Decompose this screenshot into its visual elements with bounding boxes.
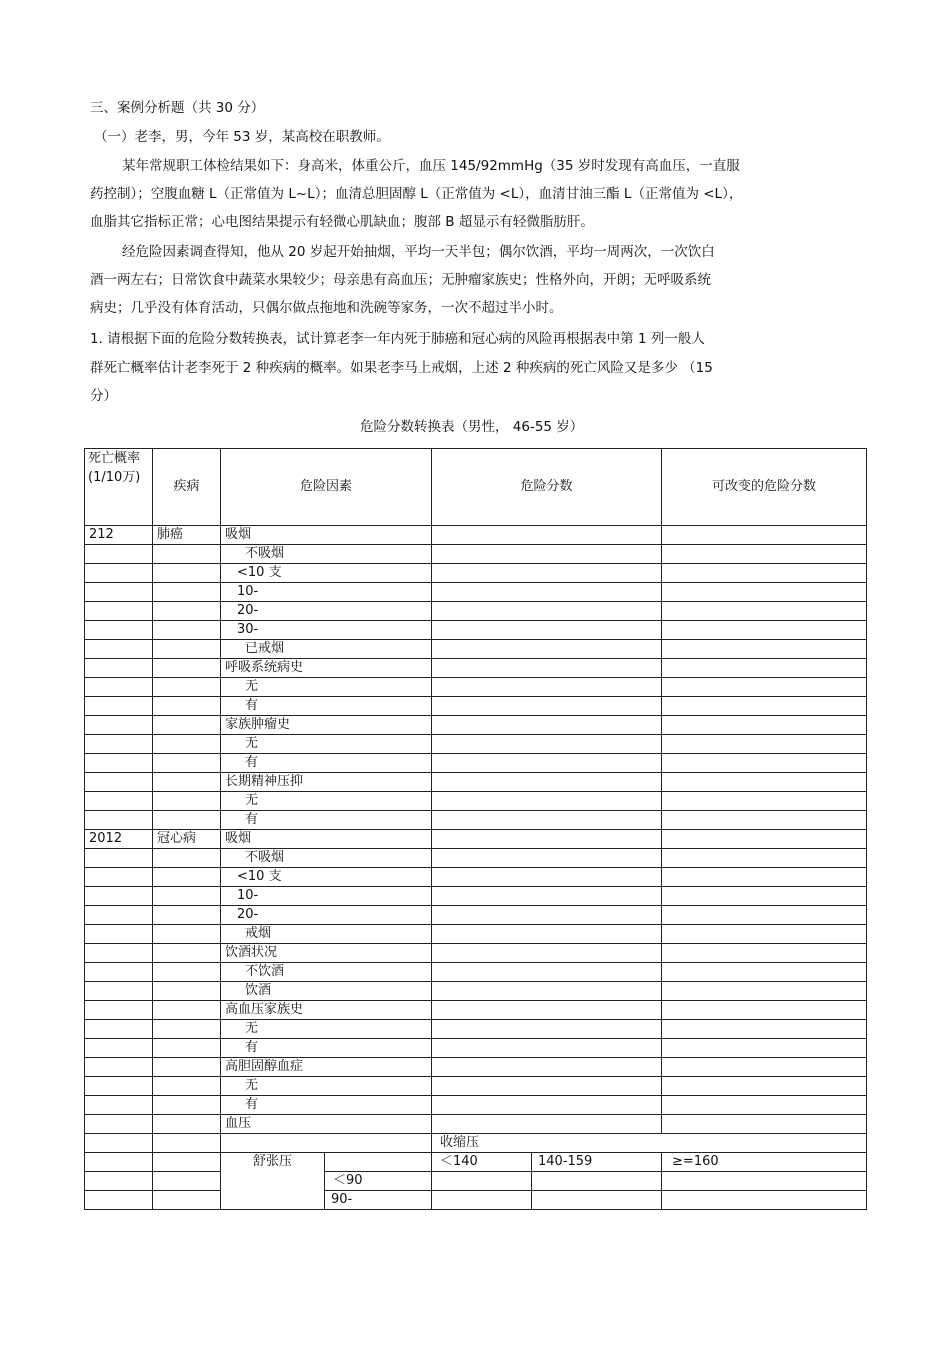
factor-cell: 有 — [221, 1096, 432, 1115]
factor-cell: 30- — [221, 621, 432, 640]
bp-row — [85, 1172, 867, 1191]
factor-cell: <10 支 — [221, 564, 432, 583]
factor-cell: 无 — [221, 1020, 432, 1039]
table-row — [85, 792, 867, 811]
factor-cell: 10- — [221, 887, 432, 906]
table-row — [85, 830, 867, 849]
table-row — [85, 887, 867, 906]
lung-disease: 肺癌 — [153, 526, 221, 545]
header-score: 危险分数 — [432, 449, 662, 526]
table-row — [85, 602, 867, 621]
factor-cell: 10- — [221, 583, 432, 602]
para1-line3: 血脂其它指标正常；心电图结果提示有轻微心肌缺血；腹部 B 超显示有轻微脂肪肝。 — [90, 214, 594, 230]
lung-rate: 212 — [85, 526, 153, 545]
factor-cell: 有 — [221, 1039, 432, 1058]
factor-cell: 无 — [221, 1077, 432, 1096]
question-line1: 1. 请根据下面的危险分数转换表，试计算老李一年内死于肺癌和冠心病的风险再根据表中第 1 列一般人 — [90, 331, 705, 347]
table-row — [85, 1039, 867, 1058]
para2-line3: 病史；几乎没有体育活动，只偶尔做点拖地和洗碗等家务，一次不超过半小时。 — [90, 300, 563, 316]
table-row — [85, 716, 867, 735]
table-row — [85, 564, 867, 583]
factor-cell: 20- — [221, 906, 432, 925]
sys-col-2: 140-159 — [532, 1153, 662, 1172]
table-row — [85, 1096, 867, 1115]
table-row — [85, 868, 867, 887]
question-line2: 群死亡概率估计老李死于 2 种疾病的概率。如果老李马上戒烟，上述 2 种疾病的死亡风险又是多少 （15 — [90, 360, 713, 376]
table-row — [85, 754, 867, 773]
header-disease: 疾病 — [153, 449, 221, 526]
factor-cell: 高胆固醇血症 — [221, 1058, 432, 1077]
systolic-label: 收缩压 — [432, 1134, 867, 1153]
header-factor: 危险因素 — [221, 449, 432, 526]
factor-cell: 饮酒状况 — [221, 944, 432, 963]
table-row — [85, 906, 867, 925]
dia-row-2: 90- — [325, 1191, 432, 1210]
risk-score-table — [84, 448, 867, 1210]
bp-systolic-row — [85, 1134, 867, 1153]
table-header-row — [85, 449, 867, 526]
dia-row-1: ＜90 — [325, 1172, 432, 1191]
table-row — [85, 811, 867, 830]
factor-cell: 无 — [221, 678, 432, 697]
chd-rate: 2012 — [85, 830, 153, 849]
table-row — [85, 678, 867, 697]
factor-cell: 无 — [221, 735, 432, 754]
factor-cell: 长期精神压抑 — [221, 773, 432, 792]
table-row — [85, 640, 867, 659]
table-row — [85, 925, 867, 944]
factor-cell: 不吸烟 — [221, 545, 432, 564]
para1-line1: 某年常规职工体检结果如下：身高米，体重公斤，血压 145/92mmHg（35 岁时发现有高血压，一直服 — [122, 158, 740, 174]
factor-cell: 吸烟 — [221, 830, 432, 849]
question-line3: 分） — [90, 388, 117, 404]
table-row — [85, 1058, 867, 1077]
table-row — [85, 982, 867, 1001]
bp-header-row — [85, 1153, 867, 1172]
factor-cell: 有 — [221, 754, 432, 773]
factor-cell: 呼吸系统病史 — [221, 659, 432, 678]
factor-cell: 家族肿瘤史 — [221, 716, 432, 735]
table-row — [85, 944, 867, 963]
sys-col-1: ＜140 — [432, 1153, 532, 1172]
table-row — [85, 735, 867, 754]
factor-cell: 20- — [221, 602, 432, 621]
table-row — [85, 1001, 867, 1020]
table-row — [85, 545, 867, 564]
factor-cell: 无 — [221, 792, 432, 811]
table-row — [85, 621, 867, 640]
table-row — [85, 1020, 867, 1039]
factor-cell: 血压 — [221, 1115, 432, 1134]
factor-cell: 已戒烟 — [221, 640, 432, 659]
diastolic-label: 舒张压 — [221, 1153, 325, 1210]
section-heading: 三、案例分析题（共 30 分） — [90, 100, 265, 116]
factor-cell: 有 — [221, 697, 432, 716]
table-row — [85, 773, 867, 792]
header-modifiable: 可改变的危险分数 — [662, 449, 867, 526]
factor-cell: 有 — [221, 811, 432, 830]
factor-cell: 不饮酒 — [221, 963, 432, 982]
table-row — [85, 583, 867, 602]
factor-cell: 不吸烟 — [221, 849, 432, 868]
table-row — [85, 1077, 867, 1096]
sys-col-3: ≥=160 — [662, 1153, 867, 1172]
bp-row — [85, 1191, 867, 1210]
table-row — [85, 659, 867, 678]
chd-disease: 冠心病 — [153, 830, 221, 849]
factor-cell: 饮酒 — [221, 982, 432, 1001]
factor-cell: 戒烟 — [221, 925, 432, 944]
para1-line2: 药控制）；空腹血糖 L（正常值为 L~L）；血清总胆固醇 L（正常值为 <L），血清甘油三酯 L（正常值为 <L）， — [90, 186, 743, 202]
case-title: （一）老李，男，今年 53 岁，某高校在职教师。 — [94, 129, 390, 145]
para2-line1: 经危险因素调查得知，他从 20 岁起开始抽烟，平均一天半包；偶尔饮酒，平均一周两次，一次饮白 — [122, 244, 715, 260]
table-row — [85, 526, 867, 545]
header-rate: 死亡概率(1/10万) — [85, 449, 153, 526]
table-row — [85, 697, 867, 716]
factor-cell: 高血压家族史 — [221, 1001, 432, 1020]
factor-cell: <10 支 — [221, 868, 432, 887]
table-row — [85, 849, 867, 868]
table-row — [85, 963, 867, 982]
table-row — [85, 1115, 867, 1134]
para2-line2: 酒一两左右；日常饮食中蔬菜水果较少；母亲患有高血压；无肿瘤家族史；性格外向，开朗；无呼吸系统 — [90, 272, 711, 288]
factor-cell: 吸烟 — [221, 526, 432, 545]
table-title: 危险分数转换表（男性， 46-55 岁） — [360, 419, 584, 435]
